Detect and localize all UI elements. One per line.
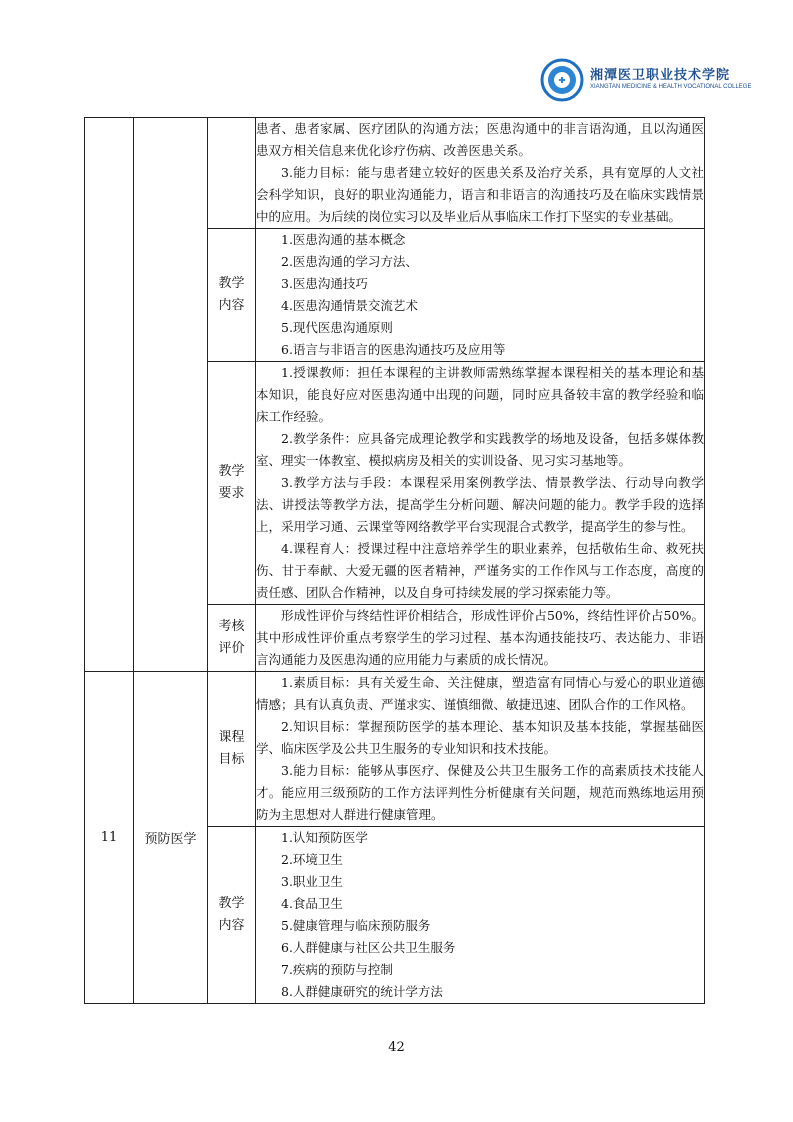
list-item: 5.现代医患沟通原则 [281,320,393,335]
ability-goal: 3.能力目标：能与患者建立较好的医患关系及治疗关系，具有宽厚的人文社会科学知识，良好的职业沟通能力，语言和非语言的沟通技巧及在临床实践情景中的应用。为后续的岗位实习以及毕业后从事临床工作打下坚实的专业基础。 [256,165,704,224]
requirement-paragraph: 3.教学方法与手段：本课程采用案例教学法、情景教学法、行动导向教学法、讲授法等教学方法，提高学生分析问题、解决问题的能力。教学手段的选择上，采用学习通、云课堂等网络教学平台实现混合式教学，提高学生的参与性。 [256,475,704,534]
college-emblem-icon [540,58,584,102]
section-label-cell [208,118,256,229]
evaluation-text: 形成性评价与终结性评价相结合，形成性评价占50%，终结性评价占50%。其中形成性评价重点考察学生的学习过程、基本沟通技能技巧、表达能力、非语言沟通能力及医患沟通的应用能力与素质的成长情况。 [256,608,704,667]
list-item: 2.环境卫生 [281,852,343,867]
requirement-paragraph: 1.授课教师：担任本课程的主讲教师需熟练掌握本课程相关的基本理论和基本知识，能良好应对医患沟通中出现的问题，同时应具备较丰富的教学经验和临床工作经验。 [256,365,704,424]
course-number-cell [85,118,134,672]
page-number: 42 [388,1040,405,1055]
teaching-content-cell [256,229,705,362]
list-item: 3.医患沟通技巧 [281,276,368,291]
goal-paragraph: 3.能力目标：能够从事医疗、保健及公共卫生服务工作的高素质技术技能人才。能应用三级预防的工作方法评判性分析健康有关问题，规范而熟练地运用预防为主思想对人群进行健康管理。 [256,763,704,822]
table-row [85,118,705,229]
goal-continuation: 患者、患者家属、医疗团队的沟通方法；医患沟通中的非言语沟通，且以沟通医患双方相关信息来优化诊疗伤病、改善医患关系。 [256,121,704,158]
course-name-cell [134,118,208,672]
list-item: 7.疾病的预防与控制 [281,962,393,977]
list-item: 6.人群健康与社区公共卫生服务 [281,940,456,955]
list-item: 4.食品卫生 [281,896,343,911]
college-logo [540,56,752,104]
section-label-goals: 课程 目标 [208,672,256,827]
course-goal-cell [256,118,705,229]
college-english-name: XIANGTAN MEDICINE & HEALTH VOCATIONAL COLLEGE [590,84,752,90]
course-name-cell: 预防医学 [134,672,208,1004]
section-label-content: 教学 内容 [208,827,256,1004]
list-item: 1.医患沟通的基本概念 [281,232,406,247]
curriculum-table [84,117,705,1004]
list-item: 5.健康管理与临床预防服务 [281,918,431,933]
course-goal-cell [256,672,705,827]
requirement-paragraph: 4.课程育人：授课过程中注意培养学生的职业素养，包括敬佑生命、救死扶伤、甘于奉献、大爱无疆的医者精神，严谨务实的工作作风与工作态度，高度的责任感、团队合作精神，以及自身可持续发展的学习探索能力等。 [256,541,704,600]
list-item: 6.语言与非语言的医患沟通技巧及应用等 [281,342,506,357]
list-item: 3.职业卫生 [281,874,343,889]
section-label-evaluation: 考核 评价 [208,605,256,672]
goal-paragraph: 1.素质目标：具有关爱生命、关注健康，塑造富有同情心与爱心的职业道德情感；具有认真负责、严谨求实、谨慎细微、敏捷迅速、团队合作的工作风格。 [256,675,704,712]
list-item: 2.医患沟通的学习方法、 [281,254,418,269]
goal-paragraph: 2.知识目标：掌握预防医学的基本理论、基本知识及基本技能，掌握基础医学、临床医学及公共卫生服务的专业知识和技术技能。 [256,719,704,756]
table-row [85,672,705,827]
course-number-cell: 11 [85,672,134,1004]
section-label-content: 教学 内容 [208,229,256,362]
requirement-paragraph: 2.教学条件：应具备完成理论教学和实践教学的场地及设备，包括多媒体教室、理实一体教室、模拟病房及相关的实训设备、见习实习基地等。 [256,431,704,468]
list-item: 1.认知预防医学 [281,830,368,845]
teaching-requirements-cell [256,362,705,605]
list-item: 8.人群健康研究的统计学方法 [281,984,443,999]
evaluation-cell [256,605,705,672]
teaching-content-cell [256,827,705,1004]
section-label-requirements: 教学 要求 [208,362,256,605]
college-name: 湘潭医卫职业技术学院 [590,68,731,83]
list-item: 4.医患沟通情景交流艺术 [281,298,418,313]
